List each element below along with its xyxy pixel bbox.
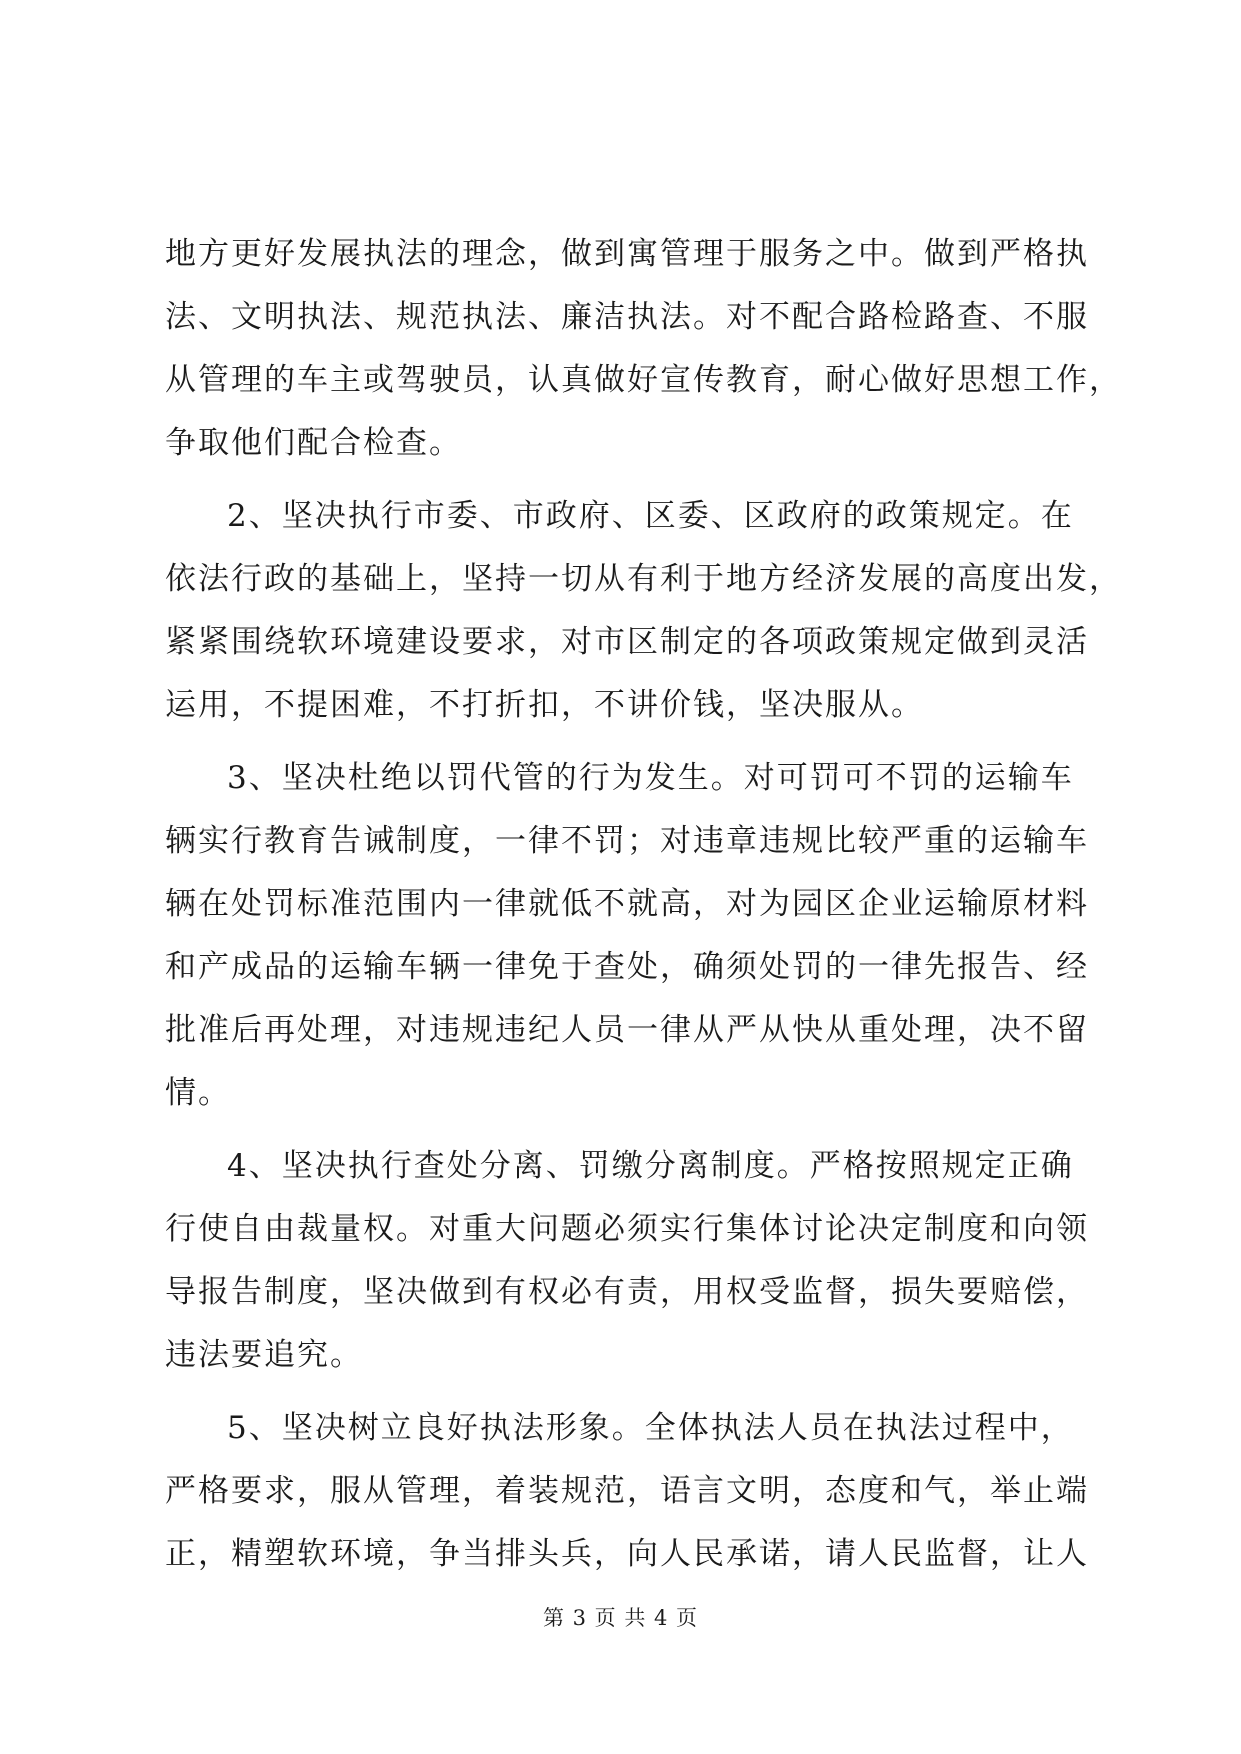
paragraph-2-start: 2、坚决执行市委、市政府、区委、区政府的政策规定。在	[227, 498, 1074, 534]
text-line: 行使自由裁量权。对重大问题必须实行集体讨论决定制度和向领	[165, 1211, 1089, 1247]
text-line: 紧紧围绕软环境建设要求，对市区制定的各项政策规定做到灵活	[165, 624, 1089, 660]
text-line: 辆实行教育告诫制度，一律不罚；对违章违规比较严重的运输车	[165, 823, 1089, 859]
text-line: 和产成品的运输车辆一律免于查处，确须处罚的一律先报告、经	[165, 949, 1089, 985]
text-line: 争取他们配合检查。	[165, 425, 462, 461]
text-line: 法、文明执法、规范执法、廉洁执法。对不配合路检路查、不服	[165, 299, 1089, 335]
paragraph-3-start: 3、坚决杜绝以罚代管的行为发生。对可罚可不罚的运输车	[227, 760, 1074, 796]
text-line: 批准后再处理，对违规违纪人员一律从严从快从重处理，决不留	[165, 1012, 1089, 1048]
text-line: 地方更好发展执法的理念，做到寓管理于服务之中。做到严格执	[165, 236, 1089, 272]
page-footer: 第 3 页 共 4 页	[542, 1606, 699, 1630]
text-line: 违法要追究。	[165, 1337, 363, 1373]
text-line: 依法行政的基础上，坚持一切从有利于地方经济发展的高度出发，	[165, 561, 1122, 597]
paragraph-4-start: 4、坚决执行查处分离、罚缴分离制度。严格按照规定正确	[227, 1148, 1074, 1184]
paragraph-5-start: 5、坚决树立良好执法形象。全体执法人员在执法过程中，	[227, 1410, 1074, 1446]
text-line: 从管理的车主或驾驶员，认真做好宣传教育，耐心做好思想工作，	[165, 362, 1122, 398]
text-line: 情。	[165, 1075, 231, 1111]
text-line: 导报告制度，坚决做到有权必有责，用权受监督，损失要赔偿，	[165, 1274, 1089, 1310]
text-line: 正，精塑软环境，争当排头兵，向人民承诺，请人民监督，让人	[165, 1536, 1089, 1572]
text-line: 辆在处罚标准范围内一律就低不就高，对为园区企业运输原材料	[165, 886, 1089, 922]
text-line: 严格要求，服从管理，着装规范，语言文明，态度和气，举止端	[165, 1473, 1089, 1509]
body-text	[165, 223, 1122, 1586]
text-line: 运用，不提困难，不打折扣，不讲价钱，坚决服从。	[165, 687, 924, 723]
